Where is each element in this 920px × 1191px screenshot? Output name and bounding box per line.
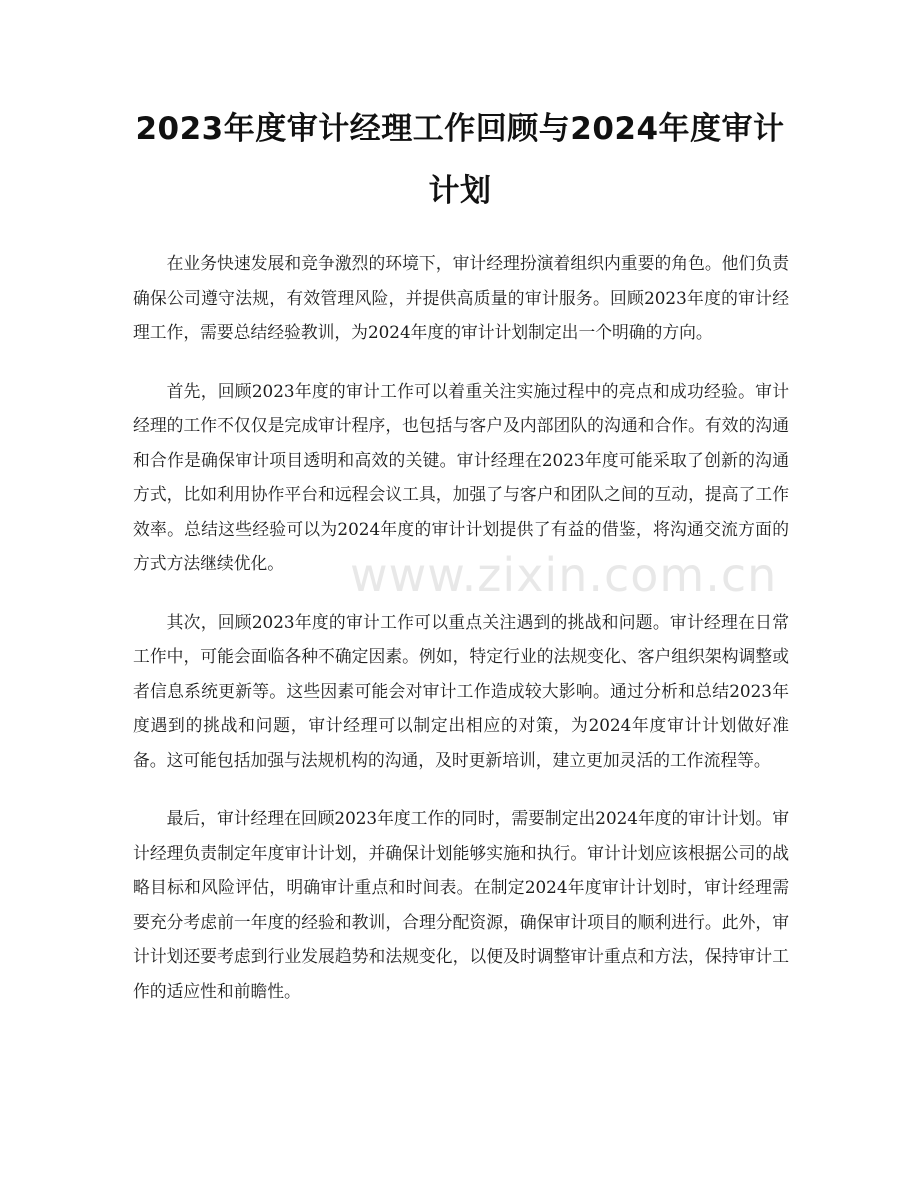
document-title: 2023年度审计经理工作回顾与2024年度审计计划 [135,111,785,209]
paragraph-2: 首先，回顾2023年度的审计工作可以着重关注实施过程中的亮点和成功经验。审计经理的工作不仅仅是完成审计程序，也包括与客户及内部团队的沟通和合作。有效的沟通和合作是确保审计项目透明和高效的关键。审计经理在2023年度可能采取了创新的沟通方式，比如利用协作平台和远程会议工具，加强了与客户和团队之间的互动，提高了工作效率。总结这些经验可以为2024年度的审计计划提供了有益的借鉴，将沟通交流方面的方式方法继续优化。 [133,380,789,573]
paragraph-1: 在业务快速发展和竞争激烈的环境下，审计经理扮演着组织内重要的角色。他们负责确保公司遵守法规，有效管理风险，并提供高质量的审计服务。回顾2023年度的审计经理工作，需要总结经验教训，为2024年度的审计计划制定出一个明确的方向。 [133,253,789,342]
watermark: www.zixin.com.cn [350,548,778,602]
document-body [133,246,789,1032]
paragraph-4: 最后，审计经理在回顾2023年度工作的同时，需要制定出2024年度的审计计划。审计经理负责制定年度审计计划，并确保计划能够实施和执行。审计计划应该根据公司的战略目标和风险评估，明确审计重点和时间表。在制定2024年度审计计划时，审计经理需要充分考虑前一年度的经验和教训，合理分配资源，确保审计项目的顺利进行。此外，审计计划还要考虑到行业发展趋势和法规变化，以便及时调整审计重点和方法，保持审计工作的适应性和前瞻性。 [133,808,790,1001]
paragraph-3: 其次，回顾2023年度的审计工作可以重点关注遇到的挑战和问题。审计经理在日常工作中，可能会面临各种不确定因素。例如，特定行业的法规变化、客户组织架构调整或者信息系统更新等。这些因素可能会对审计工作造成较大影响。通过分析和总结2023年度遇到的挑战和问题，审计经理可以制定出相应的对策，为2024年度审计计划做好准备。这可能包括加强与法规机构的沟通，及时更新培训，建立更加灵活的工作流程等。 [133,611,789,770]
